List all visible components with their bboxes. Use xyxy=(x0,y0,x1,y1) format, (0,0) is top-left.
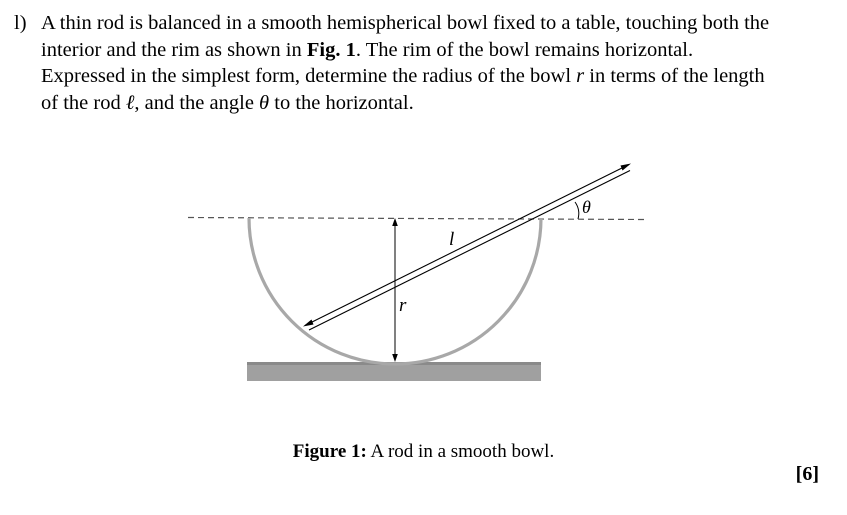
marks: [6] xyxy=(795,463,819,485)
caption-prefix: Figure 1: xyxy=(292,441,367,462)
rod xyxy=(305,165,630,331)
angle-label: θ xyxy=(582,197,591,217)
question-line: A thin rod is balanced in a smooth hemispherical bowl fixed to a table, touching both the xyxy=(41,12,770,34)
angle-arc xyxy=(575,202,579,219)
math-variable: ℓ xyxy=(125,91,135,114)
question-line: interior and the rim as shown in Fig. 1. The rim of the bowl remains horizontal. xyxy=(41,38,694,61)
rim-dashed-line xyxy=(188,218,645,220)
question-line: of the rod ℓ, and the angle θ to the horizontal. xyxy=(41,91,414,114)
math-variable: θ xyxy=(259,91,270,114)
radius-arrow xyxy=(392,218,398,362)
question-label: l) xyxy=(14,12,27,34)
math-variable: r xyxy=(576,65,585,87)
question-line: Expressed in the simplest form, determine the radius of the bowl r in terms of the length xyxy=(41,65,765,87)
caption-text: A rod in a smooth bowl. xyxy=(366,441,555,462)
figure-caption xyxy=(0,441,847,463)
figure-reference: Fig. 1 xyxy=(306,38,356,61)
rod-length-label: l xyxy=(449,229,455,250)
radius-label: r xyxy=(399,295,407,316)
